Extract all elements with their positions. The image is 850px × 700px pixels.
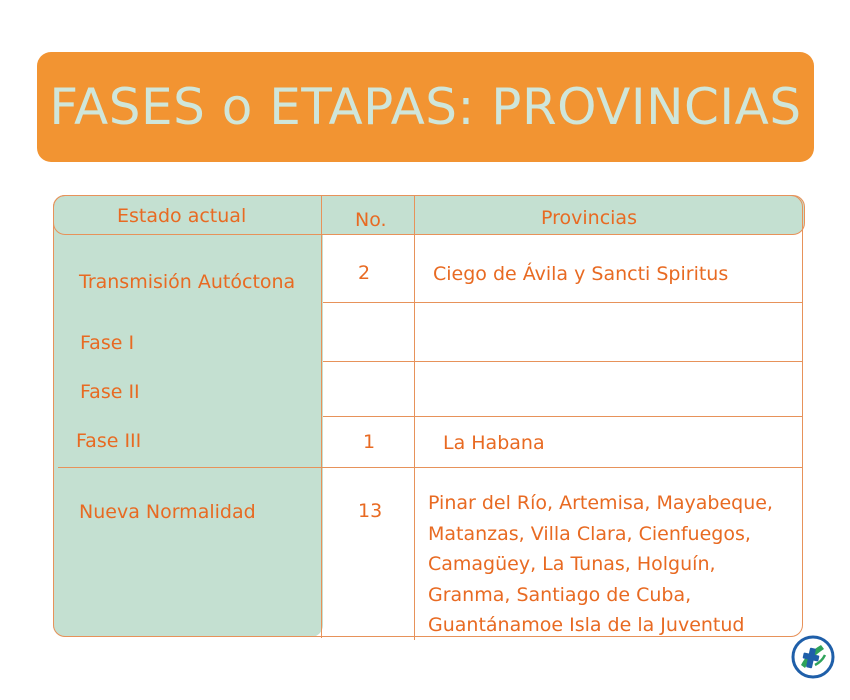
- column-divider-1: [321, 196, 322, 638]
- table-row-estado: Nueva Normalidad: [79, 501, 256, 523]
- table-row-provincias: Ciego de Ávila y Sancti Spiritus: [433, 263, 729, 285]
- row-divider: [323, 416, 803, 417]
- provincia-line: Camagüey, La Tunas, Holguín,: [428, 553, 716, 575]
- provincia-line: Pinar del Río, Artemisa, Mayabeque,: [428, 492, 773, 514]
- table-row-estado: Transmisión Autóctona: [79, 271, 296, 293]
- table-row-estado: Fase II: [80, 381, 140, 403]
- row-divider: [58, 467, 803, 468]
- row-divider: [323, 361, 803, 362]
- header-provincias: Provincias: [541, 207, 637, 229]
- table-row-count: 13: [358, 500, 383, 522]
- provincia-line: Matanzas, Villa Clara, Cienfuegos,: [428, 522, 751, 545]
- column-divider-2: [414, 196, 415, 640]
- provincia-line: Granma, Santiago de Cuba,: [428, 583, 692, 606]
- health-ministry-logo-icon: [791, 635, 835, 679]
- provincia-line: Guantánamoe Isla de la Juventud: [428, 614, 745, 636]
- table-row-count: 2: [358, 262, 371, 284]
- page-title: FASES o ETAPAS: PROVINCIAS: [49, 78, 802, 136]
- table-row-estado: Fase III: [76, 430, 142, 452]
- table-row-count: 1: [363, 431, 376, 453]
- table-row-estado: Fase I: [80, 332, 135, 354]
- header-no: No.: [355, 209, 387, 231]
- table-row-provincias: La Habana: [443, 432, 545, 454]
- row-divider: [323, 302, 803, 303]
- title-banner: [37, 52, 814, 162]
- header-estado-actual: Estado actual: [117, 205, 247, 227]
- table-row-provincias-list: [428, 488, 800, 641]
